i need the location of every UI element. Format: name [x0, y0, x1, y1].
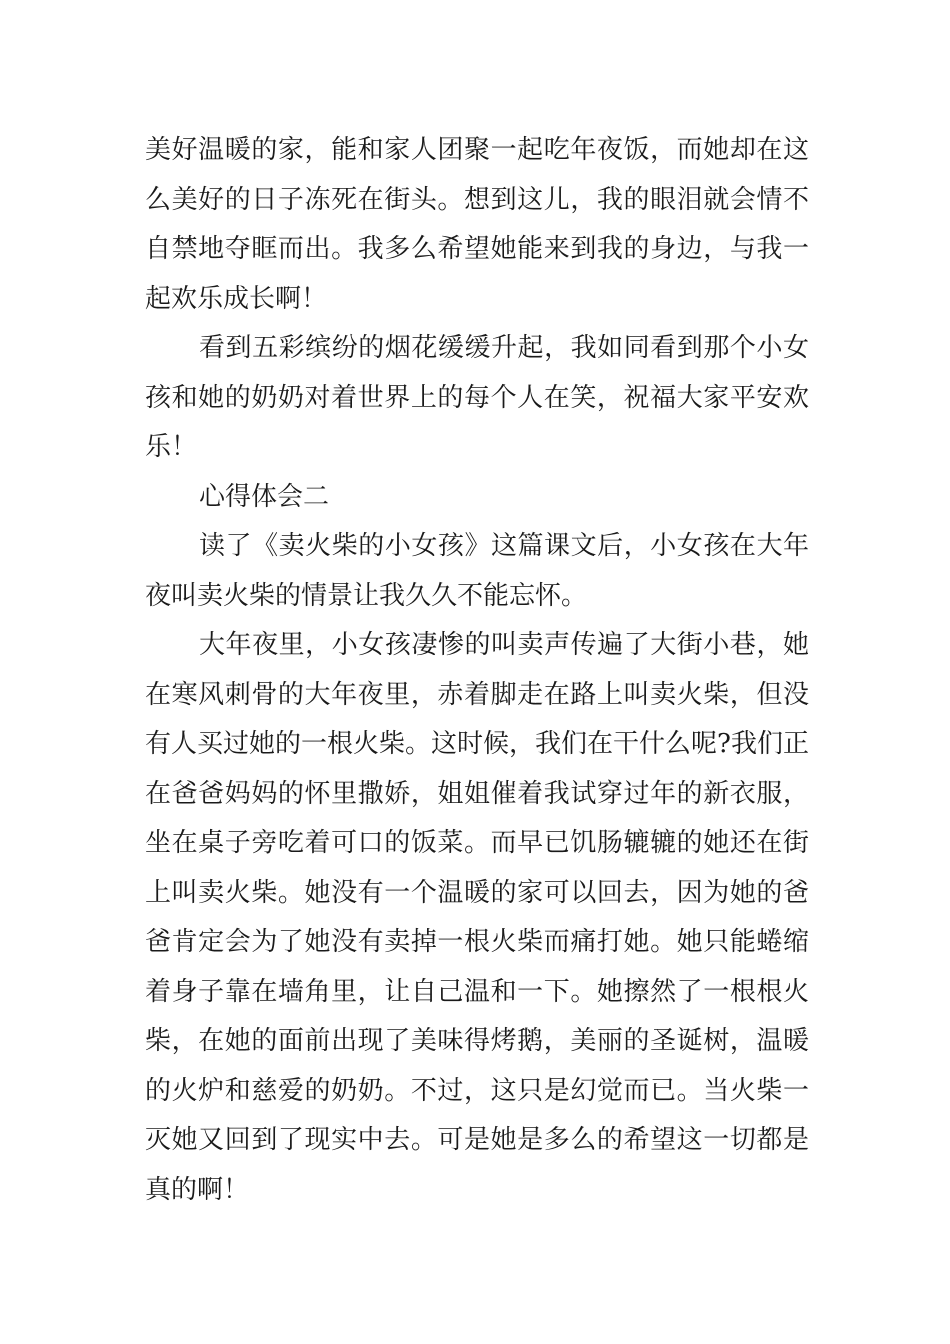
- document-body: [145, 126, 809, 1215]
- paragraph-fireworks: 看到五彩缤纷的烟花缓缓升起，我如同看到那个小女孩和她的奶奶对着世界上的每个人在笑，祝福大家平安欢乐！: [145, 333, 809, 462]
- paragraph-continuation: 美好温暖的家，能和家人团聚一起吃年夜饭，而她却在这么美好的日子冻死在街头。想到这儿，我的眼泪就会情不自禁地夺眶而出。我多么希望她能来到我的身边，与我一起欢乐成长啊！: [145, 135, 809, 314]
- section-heading: 心得体会二: [199, 481, 330, 512]
- paragraph-story: 大年夜里，小女孩凄惨的叫卖声传遍了大街小巷，她在寒风刺骨的大年夜里，赤着脚走在路上叫卖火柴，但没有人买过她的一根火柴。这时候，我们在干什么呢?我们正在爸爸妈妈的怀里撒娇，姐姐催着我试穿过年的新衣服，坐在桌子旁吃着可口的饭菜。而早已饥肠辘辘的她还在街上叫卖火柴。她没有一个温暖的家可以回去，因为她的爸爸肯定会为了她没有卖掉一根火柴而痛打她。她只能蜷缩着身子靠在墙角里，让自己温和一下。她擦然了一根根火柴，在她的面前出现了美味得烤鹅，美丽的圣诞树，温暖的火炉和慈爱的奶奶。不过，这只是幻觉而已。当火柴一灭她又回到了现实中去。可是她是多么的希望这一切都是真的啊！: [145, 630, 809, 1205]
- paragraph-intro: 读了《卖火柴的小女孩》这篇课文后，小女孩在大年夜叫卖火柴的情景让我久久不能忘怀。: [145, 531, 809, 611]
